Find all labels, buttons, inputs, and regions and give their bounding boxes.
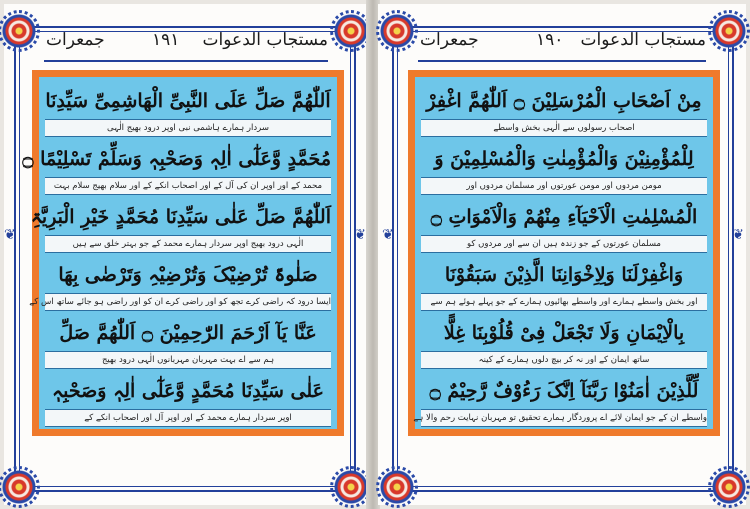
translation-line: مومن مردوں اور مومن عورتوں اور مسلمان مردوں اور	[421, 177, 707, 195]
right-page-header	[418, 22, 706, 62]
arabic-line: عَلٰی سَیِّدِنَا مُحَمَّدٍ وَّعَلٰٓی اٰلِہٖ وَصَحْبِہٖ	[52, 380, 324, 402]
left-line-list	[22, 83, 331, 423]
arabic-line: صَلٰوۃً تُرْضِیْکَ وَتُرْضِیْہِ وَتَرْضٰی بِھَا	[58, 264, 318, 286]
translation-line: واسطے ان کے جو ایمان لائے اے پروردگار ہمارے تحقیق تو مہربان نہایت رحم والا ہے	[421, 409, 707, 427]
translation-line: ایسا درود کہ راضی کرے تجھ کو اور راضی کرے ان کو اور راضی ہو جائے ساتھ اس کے	[45, 293, 331, 311]
arabic-line: اَللّٰھُمَّ صَلِّ عَلٰی سَیِّدِنَا مُحَمَّدٍ خَیْرِ الْبَرِیَّۃِ	[30, 206, 331, 228]
rosette-icon	[712, 14, 746, 48]
rosette-icon	[712, 470, 746, 504]
translation-line: الٰہی درود بھیج اوپر سردار ہمارے محمد کے جو بہتر خلق سے ہیں	[45, 235, 331, 253]
translation-line: ساتھ ایمان کے اور نہ کر بیچ دلوں ہمارے کے کینہ	[421, 351, 707, 369]
page-number: ۱۹۰	[536, 30, 564, 50]
arabic-line: مُحَمَّدٍ وَّعَلٰٓی اٰلِہٖ وَصَحْبِہٖ وَسَلِّمْ تَسْلِیْمًا ۝	[22, 148, 331, 170]
header-rule	[44, 60, 328, 62]
left-page-header	[44, 22, 328, 62]
left-page	[4, 4, 368, 505]
arabic-line: الْمُسْلِمٰتِ الْاَحْیَآءِ مِنْھُمْ وَالْاَمْوَاتِ ۝	[430, 206, 698, 228]
vine-ornament-icon: ❦	[732, 227, 744, 243]
rosette-icon	[334, 470, 368, 504]
right-text-panel	[408, 70, 720, 436]
arabic-line: مِنْ اَصْحَابِ الْمُرْسَلِیْنَ ۝ اَللّٰھُمَّ اغْفِرْ	[426, 90, 702, 112]
day-label: جمعرات	[46, 30, 105, 50]
arabic-line: عَنَّا یَآ اَرْحَمَ الرّٰحِمِیْنَ ۝ اَللّٰھُمَّ صَلِّ	[59, 322, 317, 344]
translation-line: محمد کے اور اوپر ان کی آل کے اور اصحاب انکے کے اور سلام بھیج سلام بہت	[45, 177, 331, 195]
vine-ornament-icon: ❦	[382, 227, 394, 243]
rosette-icon	[380, 14, 414, 48]
rosette-icon	[2, 470, 36, 504]
arabic-line: اَللّٰھُمَّ صَلِّ عَلَى النَّبِیِّ الْھَاشِمِیِّ سَیِّدِنَا	[45, 90, 331, 112]
header-rule	[418, 60, 706, 62]
right-line-list	[413, 83, 707, 423]
rosette-icon	[334, 14, 368, 48]
arabic-line: وَاغْفِرْلَنَا وَلِاِخْوَانِنَا الَّذِیْنَ سَبَقُوْنَا	[444, 264, 684, 286]
day-label: جمعرات	[420, 30, 479, 50]
arabic-line: لِلْمُؤْمِنِیْنَ وَالْمُؤْمِنٰتِ وَالْمُسْلِمِیْنَ وَ	[434, 148, 694, 170]
right-page	[378, 4, 746, 505]
book-title: مستجاب الدعوات	[580, 30, 706, 50]
page-number: ۱۹۱	[152, 30, 180, 50]
translation-line: مسلمان عورتوں کے جو زندہ ہیں ان سے اور مردوں کو	[421, 235, 707, 253]
arabic-line: بِالْاِیْمَانِ وَلَا تَجْعَلْ فِیْ قُلُوْبِنَا غِلًّا	[443, 322, 685, 344]
vine-ornament-icon: ❦	[354, 227, 366, 243]
left-text-panel	[22, 70, 344, 436]
translation-line: اور بخش واسطے ہمارے اور واسطے بھائیوں ہمارے کے جو پہلے ہوئے ہم سے	[421, 293, 707, 311]
translation-line: اوپر سردار ہمارے محمد کے اور اوپر آل اور اصحاب انکے کے	[45, 409, 331, 427]
vine-ornament-icon: ❦	[4, 227, 16, 243]
rosette-icon	[2, 14, 36, 48]
book-title: مستجاب الدعوات	[202, 30, 328, 50]
arabic-line: لِّلَّذِیْنَ اٰمَنُوْا رَبَّنَآ اِنَّکَ رَءُوْفٌ رَّحِیْمٌ ۝	[429, 380, 699, 402]
translation-line: سردار ہمارے ہاشمی نبی اوپر درود بھیج الٰہی	[45, 119, 331, 137]
translation-line: ہم سے اے بہت مہربان مہربانوں الٰہی درود بھیج	[45, 351, 331, 369]
rosette-icon	[380, 470, 414, 504]
translation-line: اصحاب رسولوں سے الٰہی بخش واسطے	[421, 119, 707, 137]
